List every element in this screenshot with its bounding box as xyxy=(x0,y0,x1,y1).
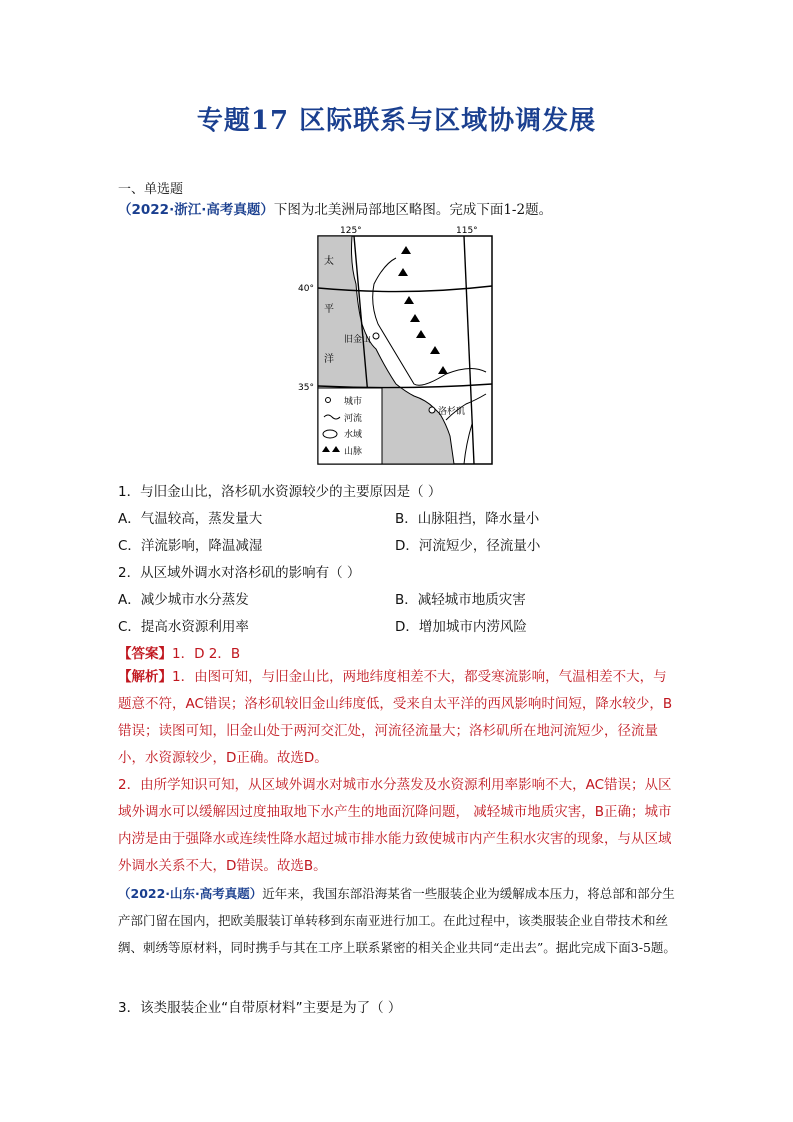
analysis-paragraph-2: 2．由所学知识可知，从区域外调水对城市水分蒸发及水资源利用率影响不大，AC错误；从区域外调水可以缓解因过度抽取地下水产生的地面沉降问题， 减轻城市地质灾害，B正确；城市内涝是由于强降水或连续性降水超过城市排水能力致使城市内产生积水灾害的现象，与从区域外调水关系不大，D错误。故选B。 xyxy=(118,777,672,874)
question-2-stem: 2．从区域外调水对洛杉矶的影响有（ ） xyxy=(118,565,361,581)
analysis-text-1: 1．由图可知，与旧金山比，两地纬度相差不大，都受寒流影响，气温相差不大，与题意不符，AC错误；洛杉矶较旧金山纬度低，受来自太平洋的西风影响时间短，降水较少，B错误；读图可知，旧金山处于两河交汇处，河流径流量大；洛杉矶所在地河流短少，径流量小，水资源较少，D正确。故选D。 xyxy=(118,669,673,766)
q1-option-b: B．山脉阻挡，降水量小 xyxy=(395,511,540,527)
page-title: 专题17 区际联系与区域协调发展 xyxy=(196,106,597,136)
legend-mountain: 山脉 xyxy=(344,447,363,457)
lat-label-35: 35° xyxy=(298,383,314,393)
lat-label-40: 40° xyxy=(298,284,314,294)
answer-text: 1．D 2．B xyxy=(172,646,241,662)
q1-option-d: D．河流短少，径流量小 xyxy=(395,538,541,554)
section-heading: 一、单选题 xyxy=(118,182,184,197)
intro-text: 下图为北美洲局部地区略图。完成下面1-2题。 xyxy=(273,202,553,218)
question-3-stem: 3．该类服装企业“自带原材料”主要是为了（ ） xyxy=(118,1000,402,1016)
q1-option-a: A．气温较高，蒸发量大 xyxy=(118,511,263,527)
north-america-map xyxy=(296,224,496,468)
ocean-label-1: 太 xyxy=(324,256,334,267)
q1-option-c: C．洋流影响，降温减湿 xyxy=(118,538,263,554)
question-1-stem: 1．与旧金山比，洛杉矶水资源较少的主要原因是（ ） xyxy=(118,484,442,500)
q2-option-a: A．减少城市水分蒸发 xyxy=(118,592,249,608)
q2-option-b: B．减轻城市地质灾害 xyxy=(395,592,526,608)
intro-text-2: 近年来，我国东部沿海某省一些服装企业为缓解成本压力，将总部和部分生产部门留在国内，把欧美服装订单转移到东南亚进行加工。在此过程中，该类服装企业自带技术和丝绸、刺绣等原材料，同时携手与其在工序上联系紧密的相关企业共同“走出去”。据此完成下面3-5题。 xyxy=(118,886,676,955)
legend-city: 城市 xyxy=(344,397,363,407)
source-tag-2: （2022·山东·高考真题） xyxy=(118,886,263,901)
city-la-label: 洛杉矶 xyxy=(438,407,466,417)
answer-label: 【答案】 xyxy=(118,646,172,662)
question-intro-3 xyxy=(118,880,678,961)
analysis-label: 【解析】 xyxy=(118,669,172,685)
legend-river: 河流 xyxy=(344,414,363,424)
question-intro-1 xyxy=(118,198,552,218)
legend-water: 水域 xyxy=(344,430,363,440)
city-sf-label: 旧金山 xyxy=(344,335,372,345)
lon-label-115: 115° xyxy=(456,226,478,236)
ocean-label-2: 平 xyxy=(324,304,334,315)
q2-option-d: D．增加城市内涝风险 xyxy=(395,619,527,635)
q2-option-c: C．提高水资源利用率 xyxy=(118,619,249,635)
analysis-paragraph-1 xyxy=(118,664,678,772)
lon-label-125: 125° xyxy=(340,226,362,236)
source-tag: （2022·浙江·高考真题） xyxy=(118,202,274,218)
answer-line xyxy=(118,642,240,662)
ocean-label-3: 洋 xyxy=(324,354,334,365)
